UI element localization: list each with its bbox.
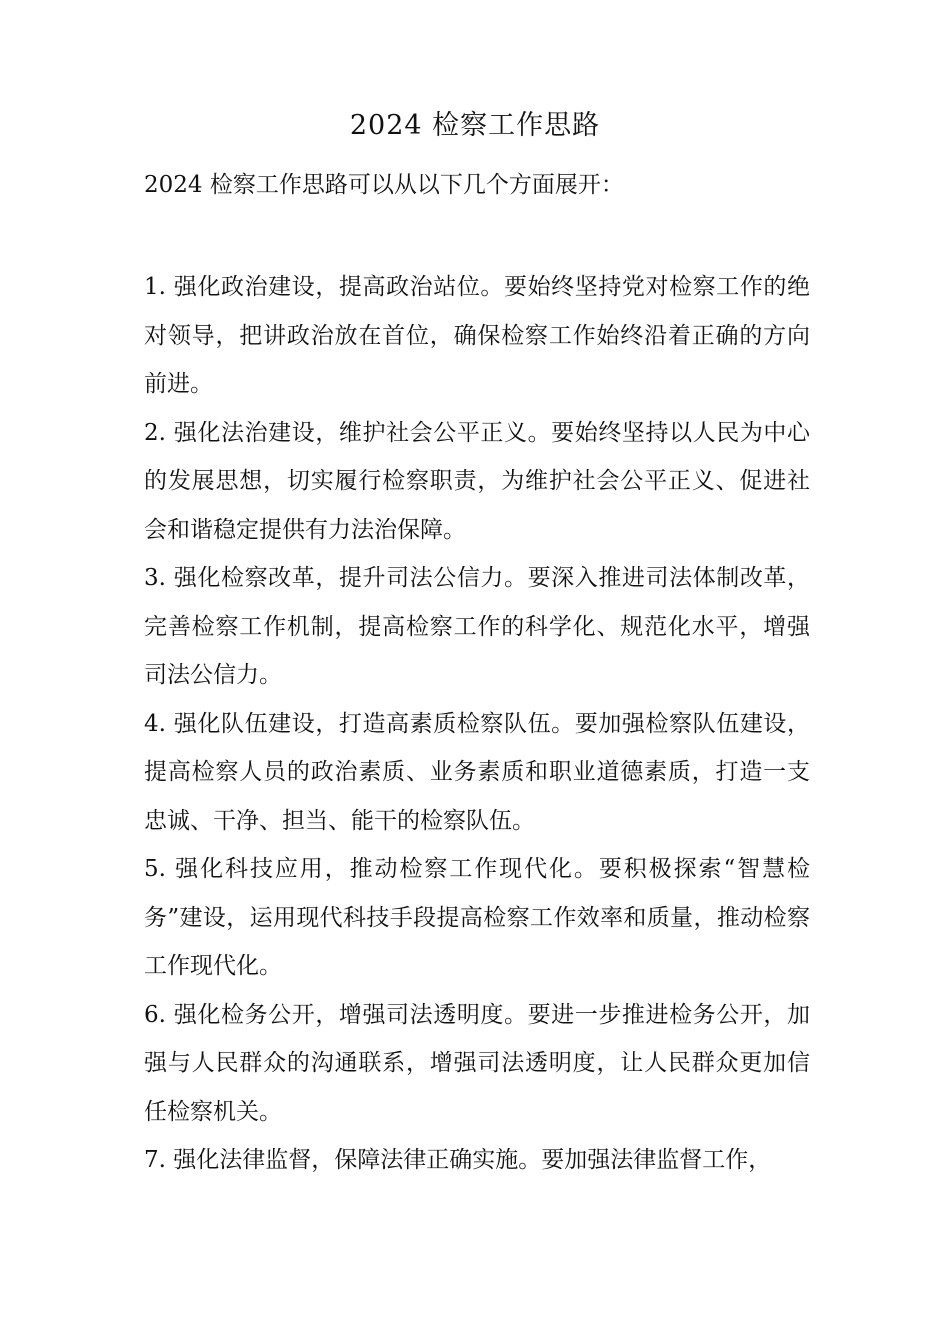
paragraph-7: 7. 强化法律监督，保障法律正确实施。要加强法律监督工作， — [144, 1147, 772, 1173]
paragraph-2: 2. 强化法治建设，维护社会公平正义。要始终坚持以人民为中心的发展思想，切实履行检察职责，为维护社会公平正义、促进社会和谐稳定提供有力法治保障。 — [144, 419, 810, 543]
paragraph-3: 3. 强化检察改革，提升司法公信力。要深入推进司法体制改革，完善检察工作机制，提高检察工作的科学化、规范化水平，增强司法公信力。 — [144, 565, 810, 688]
intro-paragraph: 2024 检察工作思路可以从以下几个方面展开： — [144, 172, 624, 198]
paragraph-1: 1. 强化政治建设，提高政治站位。要始终坚持党对检察工作的绝对领导，把讲政治放在首位，确保检察工作始终沿着正确的方向前进。 — [144, 274, 810, 397]
paragraph-5: 5. 强化科技应用，推动检察工作现代化。要积极探索“智慧检务”建设，运用现代科技手段提高检察工作效率和质量，推动检察工作现代化。 — [144, 856, 810, 979]
document-body — [144, 263, 810, 1185]
paragraph-6: 6. 强化检务公开，增强司法透明度。要进一步推进检务公开，加强与人民群众的沟通联系，增强司法透明度，让人民群众更加信任检察机关。 — [144, 1001, 810, 1125]
paragraph-4: 4. 强化队伍建设，打造高素质检察队伍。要加强检察队伍建设，提高检察人员的政治素质、业务素质和职业道德素质，打造一支忠诚、干净、担当、能干的检察队伍。 — [144, 710, 810, 834]
document-title: 2024 检察工作思路 — [349, 110, 601, 141]
